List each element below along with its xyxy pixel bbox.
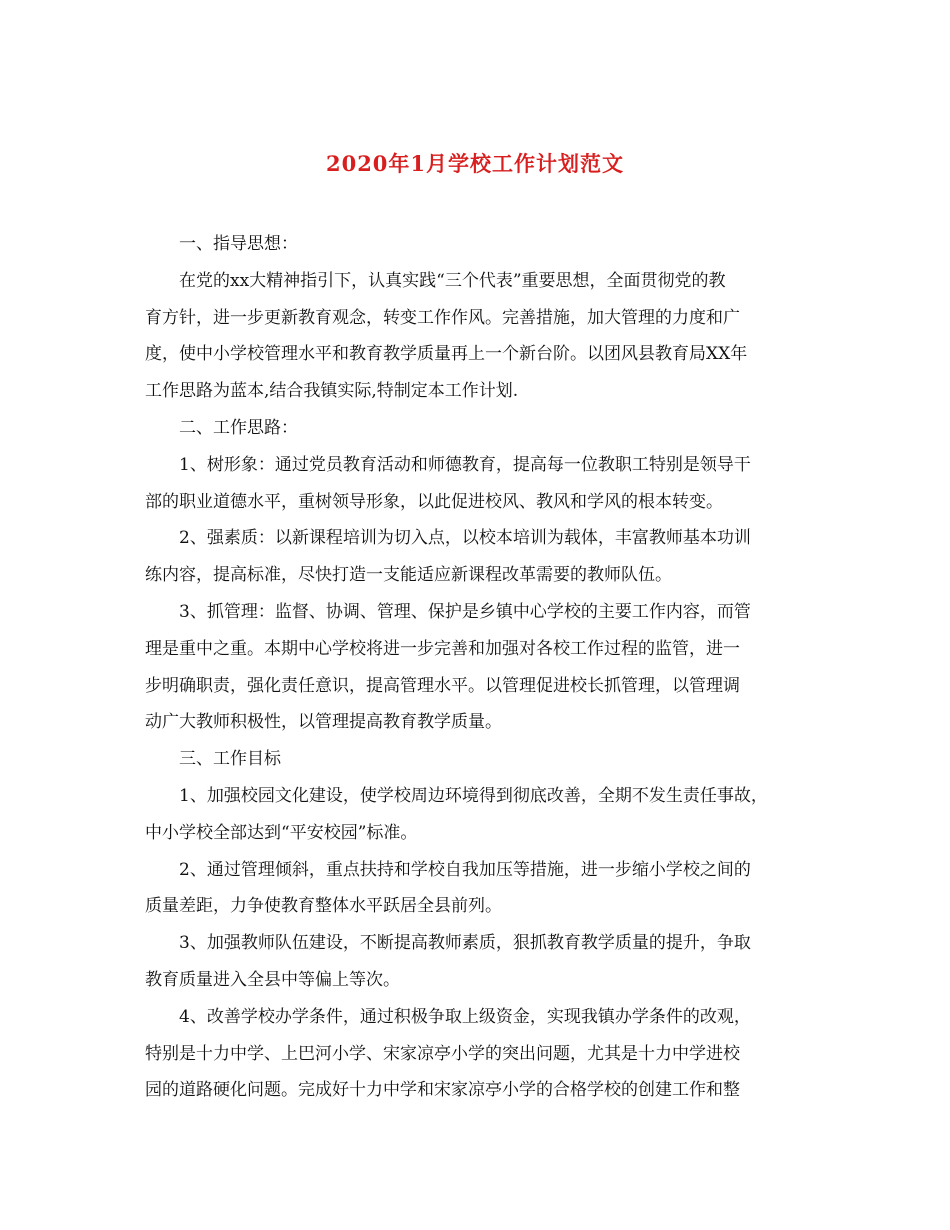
text-line: 教育质量进入全县中等偏上等次。 [145,969,400,990]
text-line: 二、工作思路： [179,417,298,438]
text-line: 三、工作目标 [179,749,281,770]
text-line: 质量差距，力争使教育整体水平跃居全县前列。 [145,896,502,917]
text-line: 园的道路硬化问题。完成好十力中学和宋家凉亭小学的合格学校的创建工作和整 [145,1080,740,1101]
text-line: 3、抓管理：监督、协调、管理、保护是乡镇中心学校的主要工作内容，而管 [179,601,751,622]
text-line: 4、改善学校办学条件，通过积极争取上级资金，实现我镇办学条件的改观， [179,1006,751,1027]
text-line: 育方针，进一步更新教育观念，转变工作作风。完善措施，加大管理的力度和广 [145,307,740,328]
text-line: 在党的xx大精神指引下，认真实践“三个代表”重要思想，全面贯彻党的教 [179,270,726,291]
text-line: 1、树形象：通过党员教育活动和师德教育，提高每一位教职工特别是领导干 [179,454,751,475]
text-line: 动广大教师积极性，以管理提高教育教学质量。 [145,712,502,733]
text-line: 1、加强校园文化建设，使学校周边环境得到彻底改善，全期不发生责任事故， [179,785,768,806]
text-line: 特别是十力中学、上巴河小学、宋家凉亭小学的突出问题，尤其是十力中学进校 [145,1043,740,1064]
text-line: 练内容，提高标准，尽快打造一支能适应新课程改革需要的教师队伍。 [145,565,672,586]
text-line: 工作思路为蓝本,结合我镇实际,特制定本工作计划. [145,381,519,402]
text-line: 中小学校全部达到“平安校园”标准。 [145,822,418,843]
text-line: 2、强素质：以新课程培训为切入点，以校本培训为载体，丰富教师基本功训 [179,528,751,549]
text-line: 部的职业道德水平，重树领导形象，以此促进校风、教风和学风的根本转变。 [145,491,723,512]
document-title: 2020年1月学校工作计划范文 [325,151,625,176]
text-line: 度，使中小学校管理水平和教育教学质量再上一个新台阶。以团风县教育局XX年 [145,344,748,365]
text-line: 一、指导思想： [179,234,298,254]
text-line: 3、加强教师队伍建设，不断提高教师素质，狠抓教育教学质量的提升，争取 [179,933,751,954]
text-line: 理是重中之重。本期中心学校将进一步完善和加强对各校工作过程的监管，进一 [145,638,740,659]
text-line: 2、通过管理倾斜，重点扶持和学校自我加压等措施，进一步缩小学校之间的 [179,859,751,880]
text-line: 步明确职责，强化责任意识，提高管理水平。以管理促进校长抓管理，以管理调 [145,675,740,696]
document-body [145,226,807,1109]
